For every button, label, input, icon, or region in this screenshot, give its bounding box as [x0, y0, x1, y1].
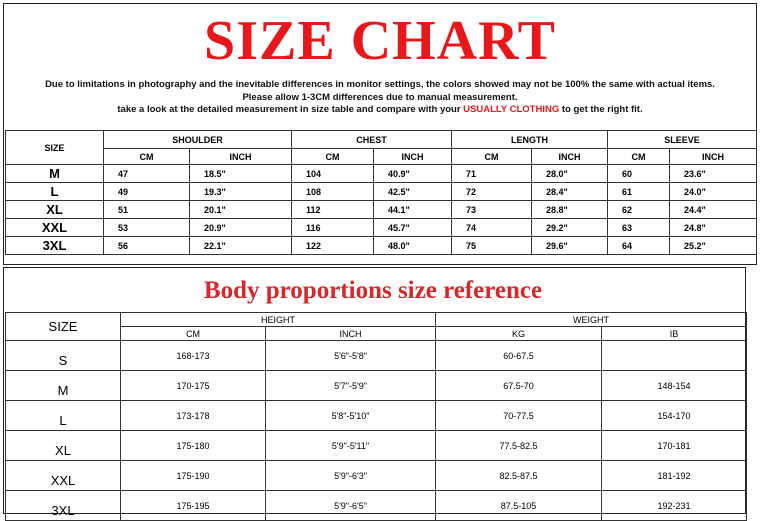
sleeve-cm-cell: 64: [608, 237, 670, 255]
size-cell: XL: [6, 201, 104, 219]
body-reference-title: Body proportions size reference: [203, 277, 543, 304]
weight-kg-cell: 60-67.5: [436, 341, 602, 371]
weight-kg-cell: 82.5-87.5: [436, 461, 602, 491]
size-cell: 3XL: [6, 237, 104, 255]
unit-inch: INCH: [374, 149, 452, 165]
length-header: LENGTH: [452, 131, 608, 149]
table-row: [6, 431, 747, 461]
length-inch-cell: 28.4": [532, 183, 608, 201]
weight-ib-cell: 154-170: [602, 401, 747, 431]
unit-cm: CM: [104, 149, 190, 165]
shoulder-inch-cell: 20.9": [190, 219, 292, 237]
size-column-header: SIZE: [6, 131, 104, 165]
sleeve-inch-cell: 24.8": [670, 219, 757, 237]
shoulder-cm-cell: 49: [104, 183, 190, 201]
sleeve-cm-cell: 60: [608, 165, 670, 183]
unit-inch: INCH: [532, 149, 608, 165]
body-group-header: [6, 313, 747, 327]
weight-header: WEIGHT: [436, 313, 747, 327]
height-inch-cell: 5'7"-5'9": [266, 371, 436, 401]
size-cell: XXL: [6, 219, 104, 237]
chest-inch-cell: 48.0": [374, 237, 452, 255]
note-line-3-prefix: take a look at the detailed measurement in size table and compare with your: [117, 104, 461, 115]
size-chart-unit-header: [6, 149, 757, 165]
length-cm-cell: 75: [452, 237, 532, 255]
note-highlight: USUALLY CLOTHING: [463, 104, 560, 115]
chest-cm-cell: 122: [292, 237, 374, 255]
chest-cm-cell: 116: [292, 219, 374, 237]
height-cm-cell: 170-175: [121, 371, 266, 401]
note-line-1: Due to limitations in photography and the inevitable differences in monitor settings, the colors showed may not be 100% the same with actual items.: [45, 79, 715, 90]
unit-inch: INCH: [670, 149, 757, 165]
weight-ib-cell: 192-231: [602, 491, 747, 521]
weight-kg-cell: 77.5-82.5: [436, 431, 602, 461]
size-cell: L: [6, 401, 121, 431]
size-cell: XL: [6, 431, 121, 461]
weight-kg-cell: 67.5-70: [436, 371, 602, 401]
table-row: [6, 201, 757, 219]
unit-cm: CM: [452, 149, 532, 165]
unit-kg: KG: [436, 327, 602, 341]
length-cm-cell: 72: [452, 183, 532, 201]
sleeve-cm-cell: 62: [608, 201, 670, 219]
unit-ib: IB: [602, 327, 747, 341]
size-cell: XXL: [6, 461, 121, 491]
chest-cm-cell: 108: [292, 183, 374, 201]
weight-kg-cell: 70-77.5: [436, 401, 602, 431]
length-inch-cell: 29.2": [532, 219, 608, 237]
weight-ib-cell: 170-181: [602, 431, 747, 461]
chest-inch-cell: 42.5": [374, 183, 452, 201]
sleeve-cm-cell: 61: [608, 183, 670, 201]
chest-inch-cell: 45.7": [374, 219, 452, 237]
shoulder-header: SHOULDER: [104, 131, 292, 149]
shoulder-cm-cell: 47: [104, 165, 190, 183]
height-inch-cell: 5'9"-5'11": [266, 431, 436, 461]
sleeve-cm-cell: 63: [608, 219, 670, 237]
size-chart-notes: [6, 79, 754, 117]
table-row: [6, 341, 747, 371]
body-reference-table: [5, 312, 747, 521]
table-row: [6, 491, 747, 521]
shoulder-cm-cell: 51: [104, 201, 190, 219]
sleeve-header: SLEEVE: [608, 131, 757, 149]
weight-ib-cell: 181-192: [602, 461, 747, 491]
table-row: [6, 371, 747, 401]
shoulder-inch-cell: 20.1": [190, 201, 292, 219]
chest-inch-cell: 44.1": [374, 201, 452, 219]
note-line-3-suffix: to get the right fit.: [561, 104, 643, 115]
note-line-2: Please allow 1-3CM differences due to manual measurement.: [242, 91, 518, 103]
note-line-3: [6, 104, 754, 117]
shoulder-cm-cell: 56: [104, 237, 190, 255]
table-row: [6, 401, 747, 431]
length-cm-cell: 71: [452, 165, 532, 183]
unit-cm: CM: [121, 327, 266, 341]
unit-inch: INCH: [190, 149, 292, 165]
height-inch-cell: 5'9"-6'5": [266, 491, 436, 521]
table-row: [6, 183, 757, 201]
weight-kg-cell: 87.5-105: [436, 491, 602, 521]
length-inch-cell: 28.0": [532, 165, 608, 183]
shoulder-inch-cell: 19.3": [190, 183, 292, 201]
sleeve-inch-cell: 25.2": [670, 237, 757, 255]
size-cell: 3XL: [6, 491, 121, 521]
size-chart-table: [5, 130, 757, 255]
chest-inch-cell: 40.9": [374, 165, 452, 183]
height-inch-cell: 5'9"-6'3": [266, 461, 436, 491]
length-inch-cell: 29.6": [532, 237, 608, 255]
size-cell: M: [6, 165, 104, 183]
unit-cm: CM: [292, 149, 374, 165]
height-cm-cell: 175-190: [121, 461, 266, 491]
unit-inch: INCH: [266, 327, 436, 341]
size-cell: M: [6, 371, 121, 401]
height-cm-cell: 175-195: [121, 491, 266, 521]
shoulder-inch-cell: 22.1": [190, 237, 292, 255]
height-cm-cell: 175-180: [121, 431, 266, 461]
chest-cm-cell: 104: [292, 165, 374, 183]
sleeve-inch-cell: 24.0": [670, 183, 757, 201]
table-row: [6, 237, 757, 255]
shoulder-inch-cell: 18.5": [190, 165, 292, 183]
height-inch-cell: 5'6"-5'8": [266, 341, 436, 371]
size-cell: S: [6, 341, 121, 371]
unit-cm: CM: [608, 149, 670, 165]
table-row: [6, 219, 757, 237]
weight-ib-cell: 148-154: [602, 371, 747, 401]
table-row: [6, 461, 747, 491]
height-inch-cell: 5'8"-5'10": [266, 401, 436, 431]
height-cm-cell: 168-173: [121, 341, 266, 371]
size-chart-title: SIZE CHART: [204, 10, 556, 72]
length-cm-cell: 73: [452, 201, 532, 219]
length-inch-cell: 28.8": [532, 201, 608, 219]
sleeve-inch-cell: 24.4": [670, 201, 757, 219]
chest-cm-cell: 112: [292, 201, 374, 219]
body-size-header: SIZE: [6, 313, 121, 341]
sleeve-inch-cell: 23.6": [670, 165, 757, 183]
table-row: [6, 165, 757, 183]
height-header: HEIGHT: [121, 313, 436, 327]
shoulder-cm-cell: 53: [104, 219, 190, 237]
length-cm-cell: 74: [452, 219, 532, 237]
size-cell: L: [6, 183, 104, 201]
height-cm-cell: 173-178: [121, 401, 266, 431]
weight-ib-cell: [602, 341, 747, 371]
size-chart-group-header: [6, 131, 757, 149]
chest-header: CHEST: [292, 131, 452, 149]
